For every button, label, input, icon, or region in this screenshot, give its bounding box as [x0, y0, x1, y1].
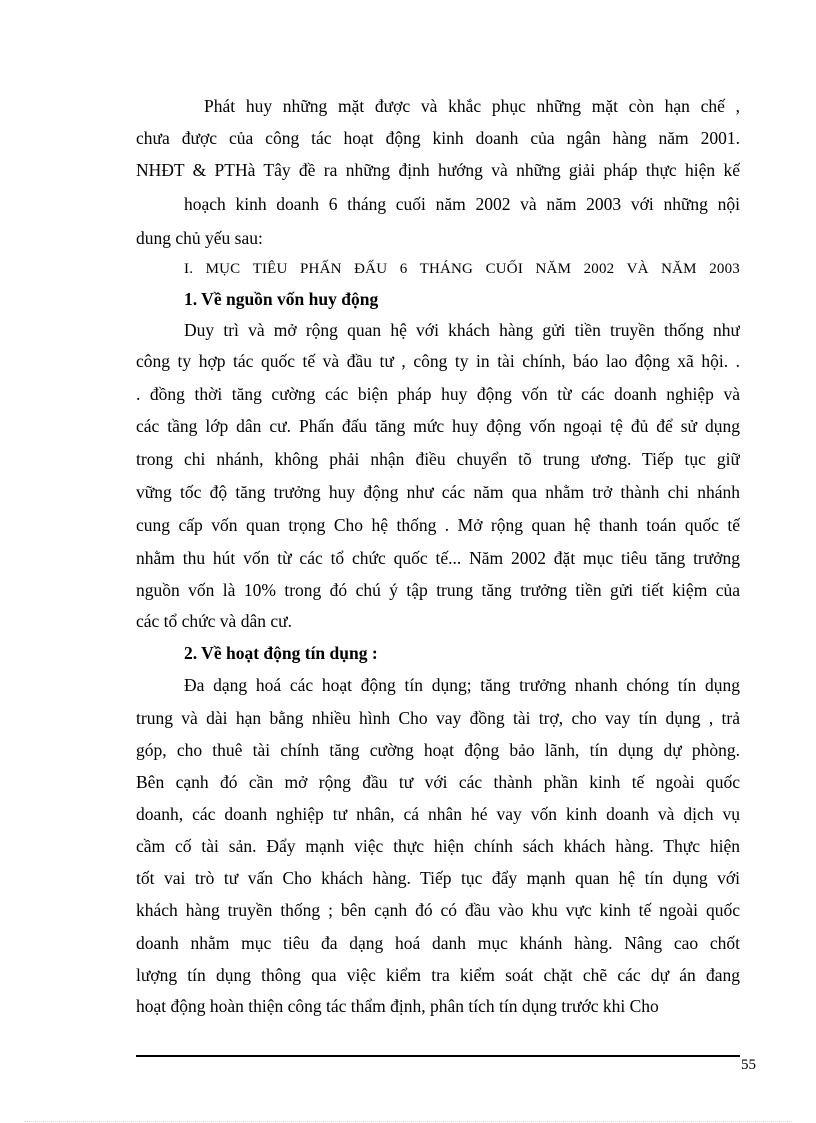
text-line: hoạch kinh doanh 6 tháng cuối năm 2002 và năm 2003 với những nội	[184, 194, 740, 214]
heading-sources-of-capital: 1. Về nguồn vốn huy động	[184, 289, 379, 309]
text-line: lượng tín dụng thông qua việc kiểm tra kiểm soát chặt chẽ các dự án đang	[136, 965, 740, 985]
text-line: tốt vai trò tư vấn Cho khách hàng. Tiếp tục đẩy mạnh quan hệ tín dụng với	[136, 868, 740, 888]
footer-rule	[136, 1055, 740, 1057]
text-line: khách hàng truyền thống ; bên cạnh đó có đầu vào khu vực kinh tế ngoài quốc	[136, 900, 740, 920]
text-line: cầm cố tài sản. Đẩy mạnh việc thực hiện chính sách khách hàng. Thực hiện	[136, 836, 740, 856]
text-line: chưa được của công tác hoạt động kinh doanh của ngân hàng năm 2001.	[136, 128, 740, 148]
text-line: Bên cạnh đó cần mở rộng đầu tư với các thành phần kinh tế ngoài quốc	[136, 772, 740, 792]
text-line: dung chủ yếu sau:	[136, 228, 263, 248]
text-line: các tổ chức và dân cư.	[136, 611, 292, 631]
text-line: trung và dài hạn bằng nhiều hình Cho vay đồng tài trợ, cho vay tín dụng , trả	[136, 708, 740, 728]
section-title: I. MỤC TIÊU PHẤN ĐẤU 6 THÁNG CUỐI NĂM 2002 VÀ NĂM 2003	[184, 261, 740, 277]
text-line: trong chi nhánh, không phải nhận điều chuyển tõ trung ương. Tiếp tục giữ	[136, 449, 740, 469]
text-line: vững tốc độ tăng trưởng huy động như các năm qua nhằm trở thành chi nhánh	[136, 482, 740, 502]
text-line: . đồng thời tăng cường các biện pháp huy động vốn từ các doanh nghiệp và	[136, 384, 740, 404]
text-line: nguồn vốn là 10% trong đó chú ý tập trung tăng trưởng tiền gửi tiết kiệm của	[136, 580, 740, 600]
text-line: Phát huy những mặt được và khắc phục những mặt còn hạn chế ,	[204, 96, 740, 116]
text-line: cung cấp vốn quan trọng Cho hệ thống . Mở rộng quan hệ thanh toán quốc tế	[136, 515, 740, 535]
text-line: công ty hợp tác quốc tế và đầu tư , công ty in tài chính, báo lao động xã hội. .	[136, 351, 740, 371]
text-line: nhằm thu hút vốn từ các tổ chức quốc tế... Năm 2002 đặt mục tiêu tăng trưởng	[136, 548, 740, 568]
text-line: NHĐT & PTHà Tây đề ra những định hướng và những giải pháp thực hiện kế	[136, 160, 740, 180]
text-line: Duy trì và mở rộng quan hệ với khách hàng gửi tiền truyền thống như	[184, 320, 740, 340]
page-bottom-border	[24, 1121, 792, 1122]
page-number: 55	[741, 1057, 756, 1073]
text-line: góp, cho thuê tài chính tăng cường hoạt động bảo lãnh, tín dụng dự phòng.	[136, 740, 740, 760]
heading-credit-activities: 2. Về hoạt động tín dụng :	[184, 643, 378, 663]
text-line: Đa dạng hoá các hoạt động tín dụng; tăng trưởng nhanh chóng tín dụng	[184, 675, 740, 695]
text-line: các tầng lớp dân cư. Phấn đấu tăng mức huy động vốn ngoại tệ đủ để sử dụng	[136, 416, 740, 436]
text-line: doanh nhằm mục tiêu đa dạng hoá danh mục khánh hàng. Nâng cao chốt	[136, 933, 740, 953]
text-line: hoạt động hoàn thiện công tác thẩm định, phân tích tín dụng trước khi Cho	[136, 996, 659, 1016]
text-line: doanh, các doanh nghiệp tư nhân, cá nhân hé vay vốn kinh doanh và dịch vụ	[136, 804, 740, 824]
